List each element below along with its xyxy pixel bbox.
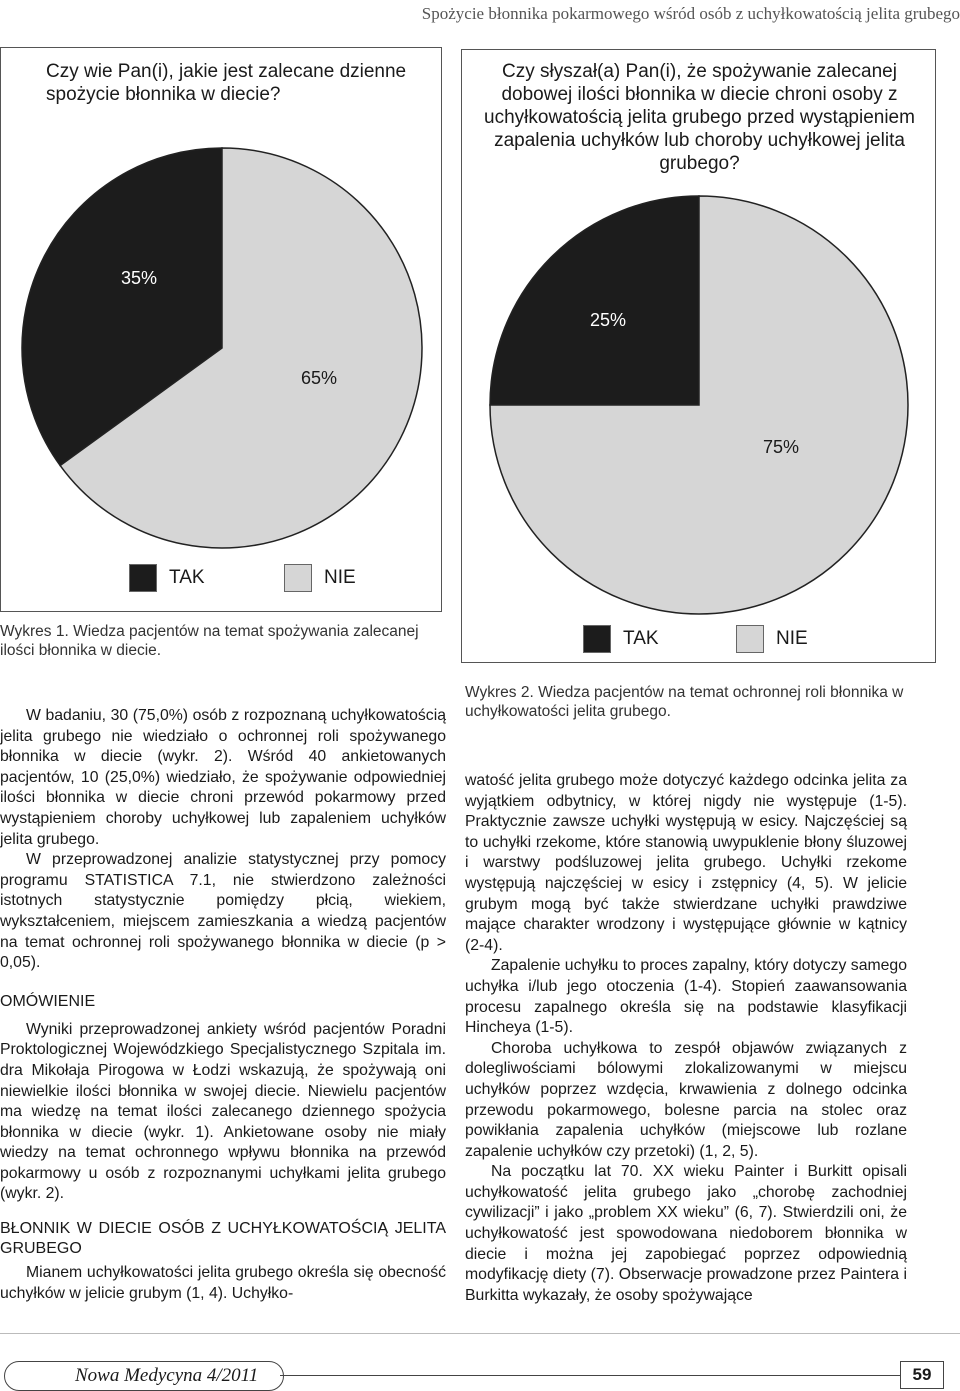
figure-1-title: Czy wie Pan(i), jakie jest zalecane dzienne spożycie błonnika w diecie? — [46, 61, 407, 105]
legend-item-yes — [129, 564, 205, 592]
body-column-left — [0, 706, 446, 1304]
legend-item-yes-2 — [583, 625, 659, 653]
body-column-right — [465, 771, 907, 1306]
legend-label-yes: TAK — [169, 567, 205, 588]
legend-swatch-yes — [129, 564, 157, 592]
paragraph: W badaniu, 30 (75,0%) osób z rozpoznaną uchyłkowatością jelita grubego nie wiedziało o ochronnej roli spożywanego błonnika w diecie (wykr. 2). Wśród 40 ankietowanych pacjentów, 10 (25,0%) wiedziało, że spożywanie odpowiedniej ilości błonnika w diecie chroni przewód pokarmowy przed wystąpieniem choroby uchyłkowej lub zapaleniem uchyłków jelita grubego. — [0, 707, 446, 848]
pie-value-label: 25% — [589, 310, 627, 330]
footer-rule — [0, 1333, 960, 1334]
paragraph: Wyniki przeprowadzonej ankiety wśród pacjentów Poradni Proktologicznej Wojewódzkiego Specjalistycznego Szpitala im. dra Mikołaja Pirogowa w Łodzi wskazują, że spożywają oni niewielkie ilości błonnika w swojej diecie. Niewielu pacjentów ma wiedzę na temat ilości zalecanego dziennego spożycia błonnika w diecie (wykr. 1). Ankietowane osoby nie miały wiedzy na temat ochronnego wpływu błonnika na przewód pokarmowy u osób z rozpoznanymi uchyłkami jelita grubego (wykr. 2). — [0, 1020, 446, 1203]
section-heading-discussion: OMÓWIENIE — [0, 992, 96, 1010]
figure-2-caption: Wykres 2. Wiedza pacjentów na temat ochronnej roli błonnika w uchyłkowatości jelita grubego. — [465, 684, 904, 720]
pie-chart-2 — [462, 50, 937, 664]
legend-label-no-2: NIE — [776, 628, 808, 649]
legend-swatch-no — [284, 564, 312, 592]
paragraph: W przeprowadzonej analizie statystycznej przy pomocy programu STATISTICA 7.1, nie stwierdzono zależności istotnych statystycznie pomiędzy płcią, wiekiem, wykształceniem, miejscem zamieszkania a wiedzą pacjentów na temat ochronnej roli spożywanego błonnika w diecie (p > 0,05). — [0, 851, 446, 972]
figure-1-caption: Wykres 1. Wiedza pacjentów na temat spożywania zalecanej ilości błonnika w diecie. — [0, 623, 419, 659]
figure-2-title: Czy słyszał(a) Pan(i), że spożywanie zalecanej dobowej ilości błonnika w diecie chroni osoby z uchyłkowatością jelita grubego przed wystąpieniem zapalenia uchyłków lub choroby uchyłkowej jelita grubego? — [484, 61, 915, 174]
paragraph: Na początku lat 70. XX wieku Painter i Burkitt opisali uchyłkowatość jelita grubego jako „chorobę zachodniej cywilizacji” i jako „problem XX wieku” (6, 7). Stwierdzili oni, że uchyłkowatość jest spowodowana niedoborem błonnika w diecie i można jej zapobiegać poprzez odpowiednią modyfikację diety (7). Obserwacje prowadzone przez Paintera i Burkitta wykazały, że osoby spożywające — [465, 1163, 907, 1304]
legend-item-no — [284, 564, 356, 592]
pie-chart-1 — [1, 48, 443, 613]
journal-name: Nowa Medycyna 4/2011 — [4, 1361, 284, 1391]
section-heading-fiber: BŁONNIK W DIECIE OSÓB Z UCHYŁKOWATOŚCIĄ JELITA GRUBEGO — [0, 1220, 446, 1258]
running-head: Spożycie błonnika pokarmowego wśród osób z uchyłkowatością jelita grubego — [421, 4, 960, 23]
page-number: 59 — [900, 1361, 944, 1389]
legend-label-yes-2: TAK — [623, 628, 659, 649]
pie-value-label: 75% — [762, 437, 800, 457]
legend-label-no: NIE — [324, 567, 356, 588]
figure-1 — [0, 47, 442, 612]
legend-item-no-2 — [736, 625, 808, 653]
pie-value-label: 65% — [300, 368, 338, 388]
figure-2 — [461, 49, 936, 663]
paragraph: Choroba uchyłkowa to zespół objawów związanych z dolegliwościami bólowymi zlokalizowanymi w miejscu uchyłków poprzez wzdęcia, krwawienia z dolnego odcinka przewodu pokarmowego, bolesne parcia na stolec oraz powikłania zapalenia uchyłków (miejscowe lub rozlane zapalenie uchyłków czy przetoki) (1, 2, 5). — [465, 1039, 907, 1160]
legend-swatch-no-2 — [736, 625, 764, 653]
pie-value-label: 35% — [120, 268, 158, 288]
paragraph: Mianem uchyłkowatości jelita grubego określa się obecność uchyłków w jelicie grubym (1, 4). Uchyłko- — [0, 1264, 446, 1302]
footer-line — [280, 1375, 900, 1376]
legend-swatch-yes-2 — [583, 625, 611, 653]
paragraph: watość jelita grubego może dotyczyć każdego odcinka jelita za wyjątkiem odbytnicy, w której nigdy nie występuje (1-5). Praktycznie zawsze uchyłki występują w esicy. Najczęściej są to uchyłki rzekome, które stanowią uwypuklenie błony śluzowej i warstwy podśluzowej jelita grubego. Uchyłki rzekome występują najczęściej w esicy i zstępnicy (4, 5). W jelicie grubym mogą być także stwierdzane uchyłki prawdziwe mające charakter wrodzony i występujące głównie w kątnicy (2-4). — [465, 772, 907, 954]
paragraph: Zapalenie uchyłku to proces zapalny, który dotyczy samego uchyłka i/lub jego otoczenia (1-4). Stopień zaawansowania procesu zapalnego określa się na podstawie klasyfikacji Hincheya (1-5). — [465, 957, 907, 1037]
pie-slice-tak — [490, 196, 699, 405]
